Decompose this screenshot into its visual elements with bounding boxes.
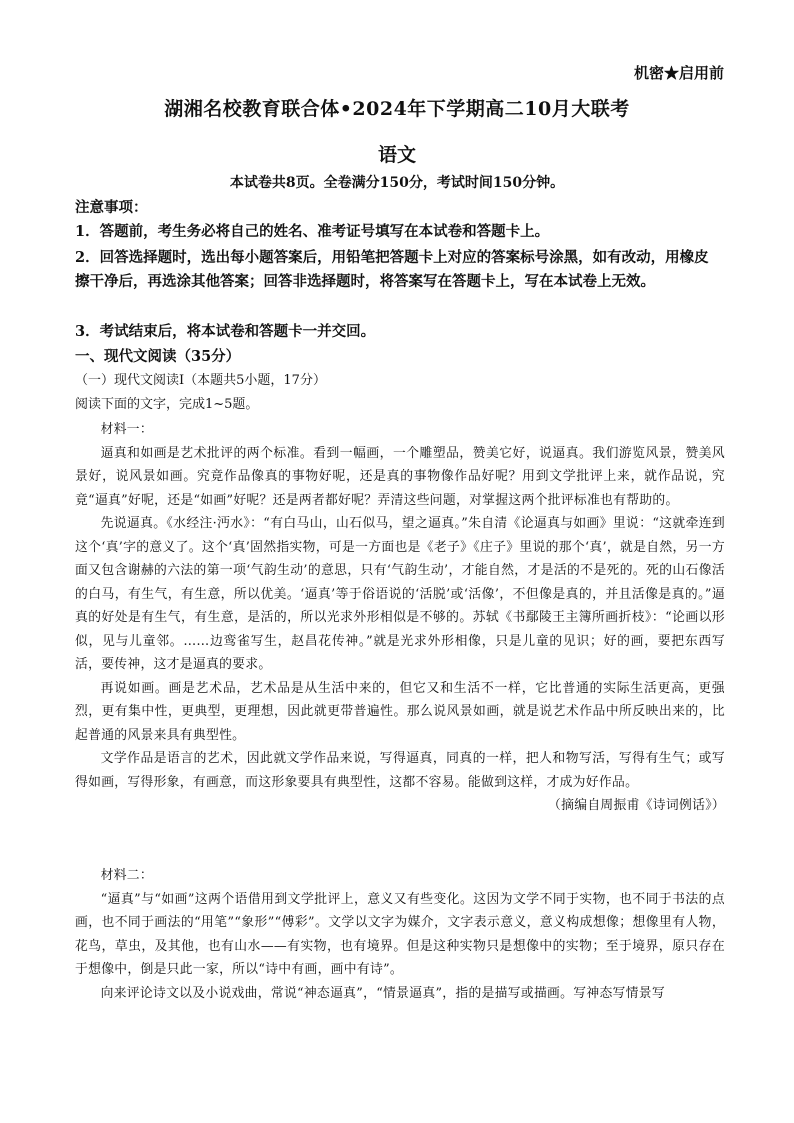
material-two	[75, 864, 725, 1005]
material-one-paragraph: 文学作品是语言的艺术，因此就文学作品来说，写得逼真，同真的一样，把人和物写活，写得有生气；或写得如画，写得形象，有画意，而这形象要具有典型性，这都不容易。能做到这样，才成为好作品。	[75, 751, 725, 790]
material-one-paragraph: 先说逼真。《水经注·沔水》：“有白马山，山石似马，望之逼真。”朱自清《论逼真与如画》里说：“这就牵连到这个‘真’字的意义了。这个‘真’固然指实物，可是一方面也是《老子》《庄子》里说的那个‘真’，就是自然，另一方面又包含谢赫的六法的第一项‘气韵生动’的意思，只有‘气韵生动’，才能自然，才是活的不是死的。死的山石像活的白马，有生气，有生意，所以优美。‘逼真’等于俗语说的‘活脱’或‘活像’，不但像是真的，并且活像是真的。”逼真的好处是有生气，有生意，是活的，所以光求外形相似是不够的。苏轼《书鄢陵王主簿所画折枝》：“论画以形似，见与儿童邻。……边鸾雀写生，赵昌花传神。”就是光求外形相像，只是儿童的见识；好的画，要把东西写活，要传神，这才是逼真的要求。	[75, 516, 725, 672]
notice-item-3: 3．考试结束后，将本试卷和答题卡一并交回。	[75, 323, 376, 340]
material-two-label: 材料二：	[100, 868, 153, 883]
notice-item-1: 1．答题前，考生务必将自己的姓名、准考证号填写在本试卷和答题卡上。	[75, 223, 550, 240]
material-two-paragraph: 向来评论诗文以及小说戏曲，常说“神态逼真”，“情景逼真”，指的是描写或描画。写神态写情景写	[100, 985, 665, 1001]
exam-summary: 本试卷共8页。全卷满分150分，考试时间150分钟。	[229, 175, 565, 191]
material-one-label: 材料一：	[100, 422, 153, 437]
material-one-paragraph: 再说如画。画是艺术品，艺术品是从生活中来的，但它又和生活不一样，它比普通的实际生活更高，更强烈，更有集中性，更典型，更理想，因此就更带普遍性。那么说风景如画，就是说艺术作品中所反映出来的，比起普通的风景来具有典型性。	[75, 680, 725, 743]
section-heading: 一、现代文阅读（35分）	[75, 348, 241, 365]
material-one	[75, 418, 725, 818]
notice-item-2: 2．回答选择题时，选出每小题答案后，用铅笔把答题卡上对应的答案标号涂黑，如有改动，用橡皮擦干净后，再选涂其他答案；回答非选择题时，将答案写在答题卡上，写在本试卷上无效。	[75, 249, 709, 290]
subject-title: 语文	[377, 144, 416, 166]
material-two-paragraph: “逼真”与“如画”这两个语借用到文学批评上，意义又有些变化。这因为文学不同于实物，也不同于书法的点画，也不同于画法的“用笔”“象形”“傅彩”。文学以文字为媒介，文字表示意义，意义构成想像；想像里有人物，花鸟，草虫，及其他，也有山水——有实物，也有境界。但是这种实物只是想像中的实物；至于境界，原只存在于想像中，倒是只此一家，所以“诗中有画，画中有诗”。	[75, 891, 725, 977]
exam-title: 湖湘名校教育联合体•2024年下学期高二10月大联考	[164, 98, 630, 120]
material-one-source: （摘编自周振甫《诗词例话》）	[548, 798, 725, 813]
section-sub-heading: （一）现代文阅读I（本题共5小题，17分）	[75, 373, 326, 388]
material-one-paragraph: 逼真和如画是艺术批评的两个标准。看到一幅画，一个雕塑品，赞美它好，说逼真。我们游览风景，赞美风景好，说风景如画。究竟作品像真的事物好呢，还是真的事物像作品好呢？用到文学批评上来，就作品说，究竟“逼真”好呢，还是“如画”好呢？还是两者都好呢？弄清这些问题，对掌握这两个批评标准也有帮助的。	[75, 445, 725, 508]
confidential-mark: 机密★启用前	[633, 64, 724, 82]
section-instruction: 阅读下面的文字，完成1~5题。	[75, 397, 259, 412]
notice-heading: 注意事项：	[75, 199, 148, 216]
